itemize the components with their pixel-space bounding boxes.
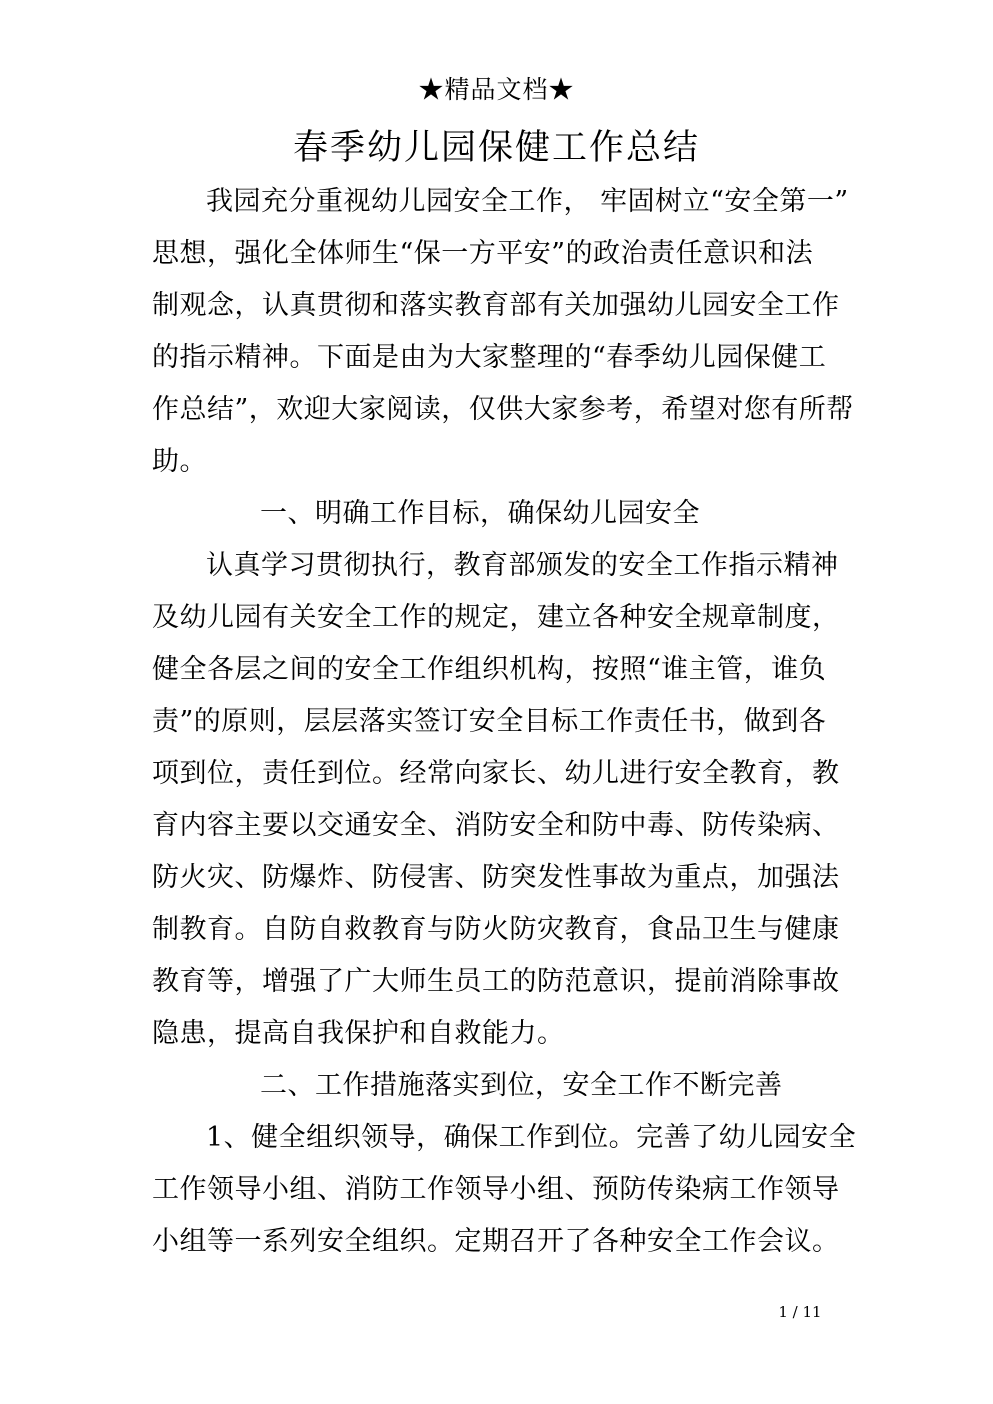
page-title: 春季幼儿园保健工作总结	[292, 128, 700, 168]
paragraph-line: 我园充分重视幼儿园安全工作， 牢固树立“安全第一”	[206, 186, 849, 217]
paragraph-line: 防火灾、防爆炸、防侵害、防突发性事故为重点，加强法	[152, 862, 840, 893]
paragraph-line: 健全各层之间的安全工作组织机构，按照“谁主管，谁负	[152, 654, 827, 685]
section-heading: 一、明确工作目标，确保幼儿园安全	[260, 498, 700, 529]
paragraph-line: 隐患，提高自我保护和自救能力。	[152, 1018, 565, 1049]
paragraph-line: 思想，强化全体师生“保一方平安”的政治责任意识和法	[152, 238, 814, 269]
paragraph-line: 1、健全组织领导，确保工作到位。完善了幼儿园安全	[206, 1122, 857, 1153]
paragraph-line: 育内容主要以交通安全、消防安全和防中毒、防传染病、	[152, 810, 840, 841]
paragraph-line: 及幼儿园有关安全工作的规定，建立各种安全规章制度，	[152, 602, 840, 633]
section-heading: 二、工作措施落实到位，安全工作不断完善	[260, 1070, 783, 1101]
paragraph-line: 制教育。自防自救教育与防火防灾教育，食品卫生与健康	[152, 914, 840, 945]
paragraph-line: 项到位，责任到位。经常向家长、幼儿进行安全教育，教	[152, 758, 840, 789]
paragraph-line: 工作领导小组、消防工作领导小组、预防传染病工作领导	[152, 1174, 840, 1205]
paragraph-line: 制观念，认真贯彻和落实教育部有关加强幼儿园安全工作	[152, 290, 840, 321]
body-text	[152, 176, 857, 1268]
page-number: 1 / 11	[778, 1303, 822, 1321]
paragraph-line: 责”的原则，层层落实签订安全目标工作责任书，做到各	[152, 706, 827, 737]
paragraph-line: 的指示精神。下面是由为大家整理的“春季幼儿园保健工	[152, 342, 827, 373]
paragraph-line: 认真学习贯彻执行，教育部颁发的安全工作指示精神	[206, 550, 839, 581]
paragraph-line: 小组等一系列安全组织。定期召开了各种安全工作会议。	[152, 1226, 840, 1257]
header-mark: ★精品文档★	[418, 75, 575, 104]
paragraph-line: 助。	[152, 446, 207, 477]
paragraph-line: 教育等，增强了广大师生员工的防范意识，提前消除事故	[152, 966, 840, 997]
paragraph-line: 作总结”，欢迎大家阅读，仅供大家参考，希望对您有所帮	[152, 394, 854, 425]
